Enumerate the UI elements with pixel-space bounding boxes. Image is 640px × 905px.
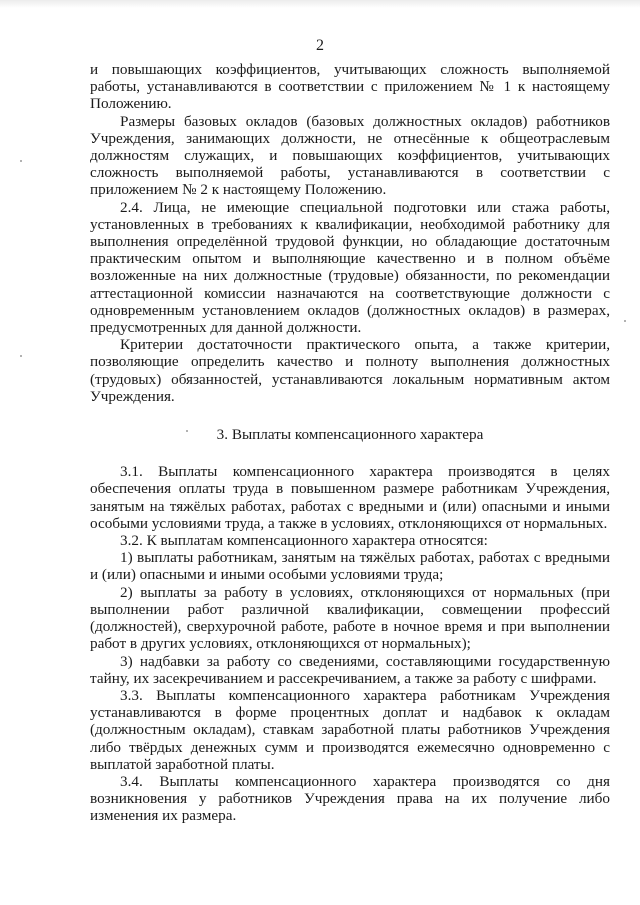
section-heading: 3. Выплаты компенсационного характера (216, 426, 484, 444)
scan-artifact-dot (624, 320, 626, 322)
document-body (90, 61, 610, 825)
paragraph: 3.2. К выплатам компенсационного характера относятся: (120, 532, 488, 550)
paragraph: 3.3. Выплаты компенсационного характера работникам Учреждения устанавливаются в форме процентных доплат и надбавок к окладам (должностным окладам), ставкам заработной платы работников Учреждения либо твёрдых денежных сумм и производятся ежемесячно одновременно с выплатой заработной платы. (90, 686, 610, 773)
list-item: 2) выплаты за работу в условиях, отклоняющихся от нормальных (при выполнении работ различной квалификации, совмещении профессий (должностей), сверхурочной работе, работе в ночное время и при выполнении работ в других условиях, отклоняющихся от нормальных); (90, 583, 610, 653)
paragraph: Критерии достаточности практического опыта, а также критерии, позволяющие определить качество и полноту выполнения должностных (трудовых) обязанностей, устанавливаются локальным нормативным актом Учреждения. (90, 336, 610, 405)
list-item: 3) надбавки за работу со сведениями, составляющими государственную тайну, их засекречиванием и рассекречиванием, а также за работу с шифрами. (90, 652, 610, 687)
scan-edge-shadow (0, 0, 640, 8)
paragraph: Размеры базовых окладов (базовых должностных окладов) работников Учреждения, занимающих должности, не отнесённые к общеотраслевым должностям служащих, и повышающих коэффициентов, учитывающих сложность выполняемой работы, устанавливаются в соответствии с приложением № 2 к настоящему Положению. (90, 112, 610, 199)
page-number: 2 (316, 37, 324, 54)
scan-artifact-dot (20, 355, 22, 357)
paragraph: 3.1. Выплаты компенсационного характера производятся в целях обеспечения оплаты труда в повышенном размере работникам Учреждения, занятым на тяжёлых работах, работах с вредными и (или) опасными и иными особыми условиями труда, а также в условиях, отклоняющихся от нормальных. (90, 463, 610, 532)
paragraph: 2.4. Лица, не имеющие специальной подготовки или стажа работы, установленных в требованиях к квалификации, необходимой работнику для выполнения определённой трудовой функции, но обладающие достаточным практическим опытом и выполняющие качественно и в полном объёме возложенные на них должностные (трудовые) обязанности, по рекомендации аттестационной комиссии назначаются на соответствующие должности с одновременным установлением окладов (должностных окладов) в размерах, предусмотренных для данной должности. (90, 198, 610, 337)
paragraph: и повышающих коэффициентов, учитывающих сложность выполняемой работы, устанавливаются в соответствии с приложением № 1 к настоящему Положению. (90, 61, 610, 113)
scan-artifact-dot (20, 160, 22, 162)
list-item: 1) выплаты работникам, занятым на тяжёлых работах, работах с вредными и (или) опасными и иными особыми условиями труда; (90, 549, 610, 584)
paragraph: 3.4. Выплаты компенсационного характера производятся со дня возникновения у работников Учреждения права на их получение либо изменения их размера. (90, 772, 610, 825)
